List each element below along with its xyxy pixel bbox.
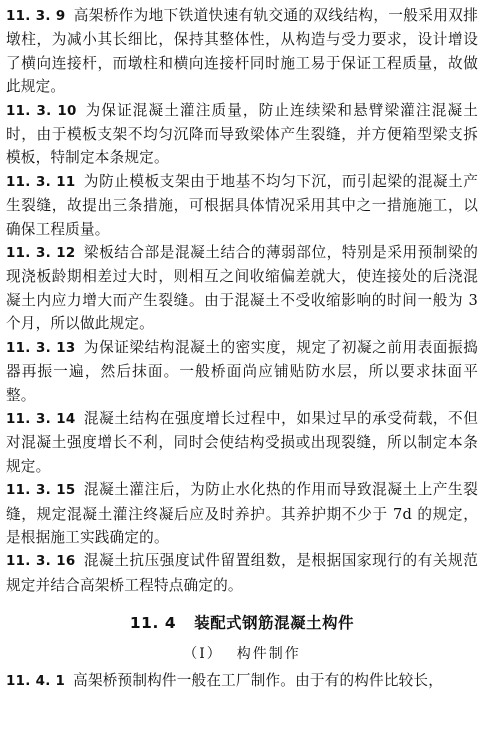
clause-11-3-10 bbox=[6, 99, 478, 170]
clause-text: 为保证混凝土灌注质量，防止连续梁和悬臂梁灌注混凝土时，由于模板支架不均匀沉降而导致梁体产生裂缝，并方便箱型梁支拆模板，特制定本条规定。 bbox=[6, 101, 478, 167]
clause-number: 11. 3. 11 bbox=[6, 174, 76, 190]
clause-11-3-14 bbox=[6, 407, 478, 478]
clause-11-3-12 bbox=[6, 241, 478, 336]
clause-number: 11. 3. 15 bbox=[6, 483, 76, 499]
section-title: 装配式钢筋混凝土构件 bbox=[194, 614, 355, 633]
clause-text: 混凝土灌注后，为防止水化热的作用而导致混凝土上产生裂缝，规定混凝土灌注终凝后应及时养护。其养护期不少于 7d 的规定，是根据施工实践确定的。 bbox=[6, 481, 478, 546]
section-heading bbox=[6, 611, 478, 633]
clause-number: 11. 4. 1 bbox=[6, 674, 66, 690]
clause-number: 11. 3. 9 bbox=[6, 9, 66, 24]
clause-11-3-13 bbox=[6, 336, 478, 407]
subsection-number: （Ⅰ） bbox=[183, 646, 223, 663]
clause-11-3-9 bbox=[6, 4, 478, 99]
clause-number: 11. 3. 16 bbox=[6, 554, 76, 570]
subsection-title: 构件制作 bbox=[236, 646, 301, 663]
clause-text: 高架桥预制构件一般在工厂制作。由于有的构件比较长， bbox=[73, 672, 444, 690]
clause-text: 梁板结合部是混凝土结合的薄弱部位，特别是采用预制梁的现浇板龄期相差过大时，则相互之间收缩偏差就大，使连接处的后浇混凝土内应力增大而产生裂缝。由于混凝土不受收缩影响的时间一般为 3 个月，所以做此规定。 bbox=[6, 244, 478, 333]
clause-text: 混凝土抗压强度试件留置组数，是根据国家现行的有关规范规定并结合高架桥工程特点确定的。 bbox=[6, 552, 478, 594]
clause-text: 为防止模板支架由于地基不均匀下沉，而引起梁的混凝土产生裂缝，故提出三条措施，可根据具体情况采用其中之一措施施工，以确保工程质量。 bbox=[6, 172, 478, 238]
clause-text: 为保证梁结构混凝土的密实度，规定了初凝之前用表面振捣器再振一遍，然后抹面。一般桥面尚应铺贴防水层，所以要求抹面平整。 bbox=[6, 338, 478, 404]
clause-11-3-11 bbox=[6, 170, 478, 241]
clause-11-3-16 bbox=[6, 549, 478, 597]
clause-text: 高架桥作为地下铁道快速有轨交通的双线结构，一般采用双排墩柱，为减小其长细比，保持其整体性，从构造与受力要求，设计增设了横向连接杆，而墩柱和横向连接杆同时施工易于保证工程质量，故做此规定。 bbox=[6, 7, 478, 96]
clause-number: 11. 3. 14 bbox=[6, 411, 76, 427]
clause-number: 11. 3. 10 bbox=[6, 103, 77, 119]
section-number: 11. 4 bbox=[129, 614, 177, 633]
clause-number: 11. 3. 12 bbox=[6, 246, 76, 262]
document-page bbox=[6, 4, 478, 694]
clause-text: 混凝土结构在强度增长过程中，如果过早的承受荷载，不但对混凝土强度增长不利，同时会使结构受损或出现裂缝，所以制定本条规定。 bbox=[6, 409, 478, 475]
clause-11-3-15 bbox=[6, 478, 478, 549]
clause-11-4-1 bbox=[6, 669, 478, 693]
clause-number: 11. 3. 13 bbox=[6, 340, 76, 356]
subsection-heading bbox=[6, 643, 478, 663]
